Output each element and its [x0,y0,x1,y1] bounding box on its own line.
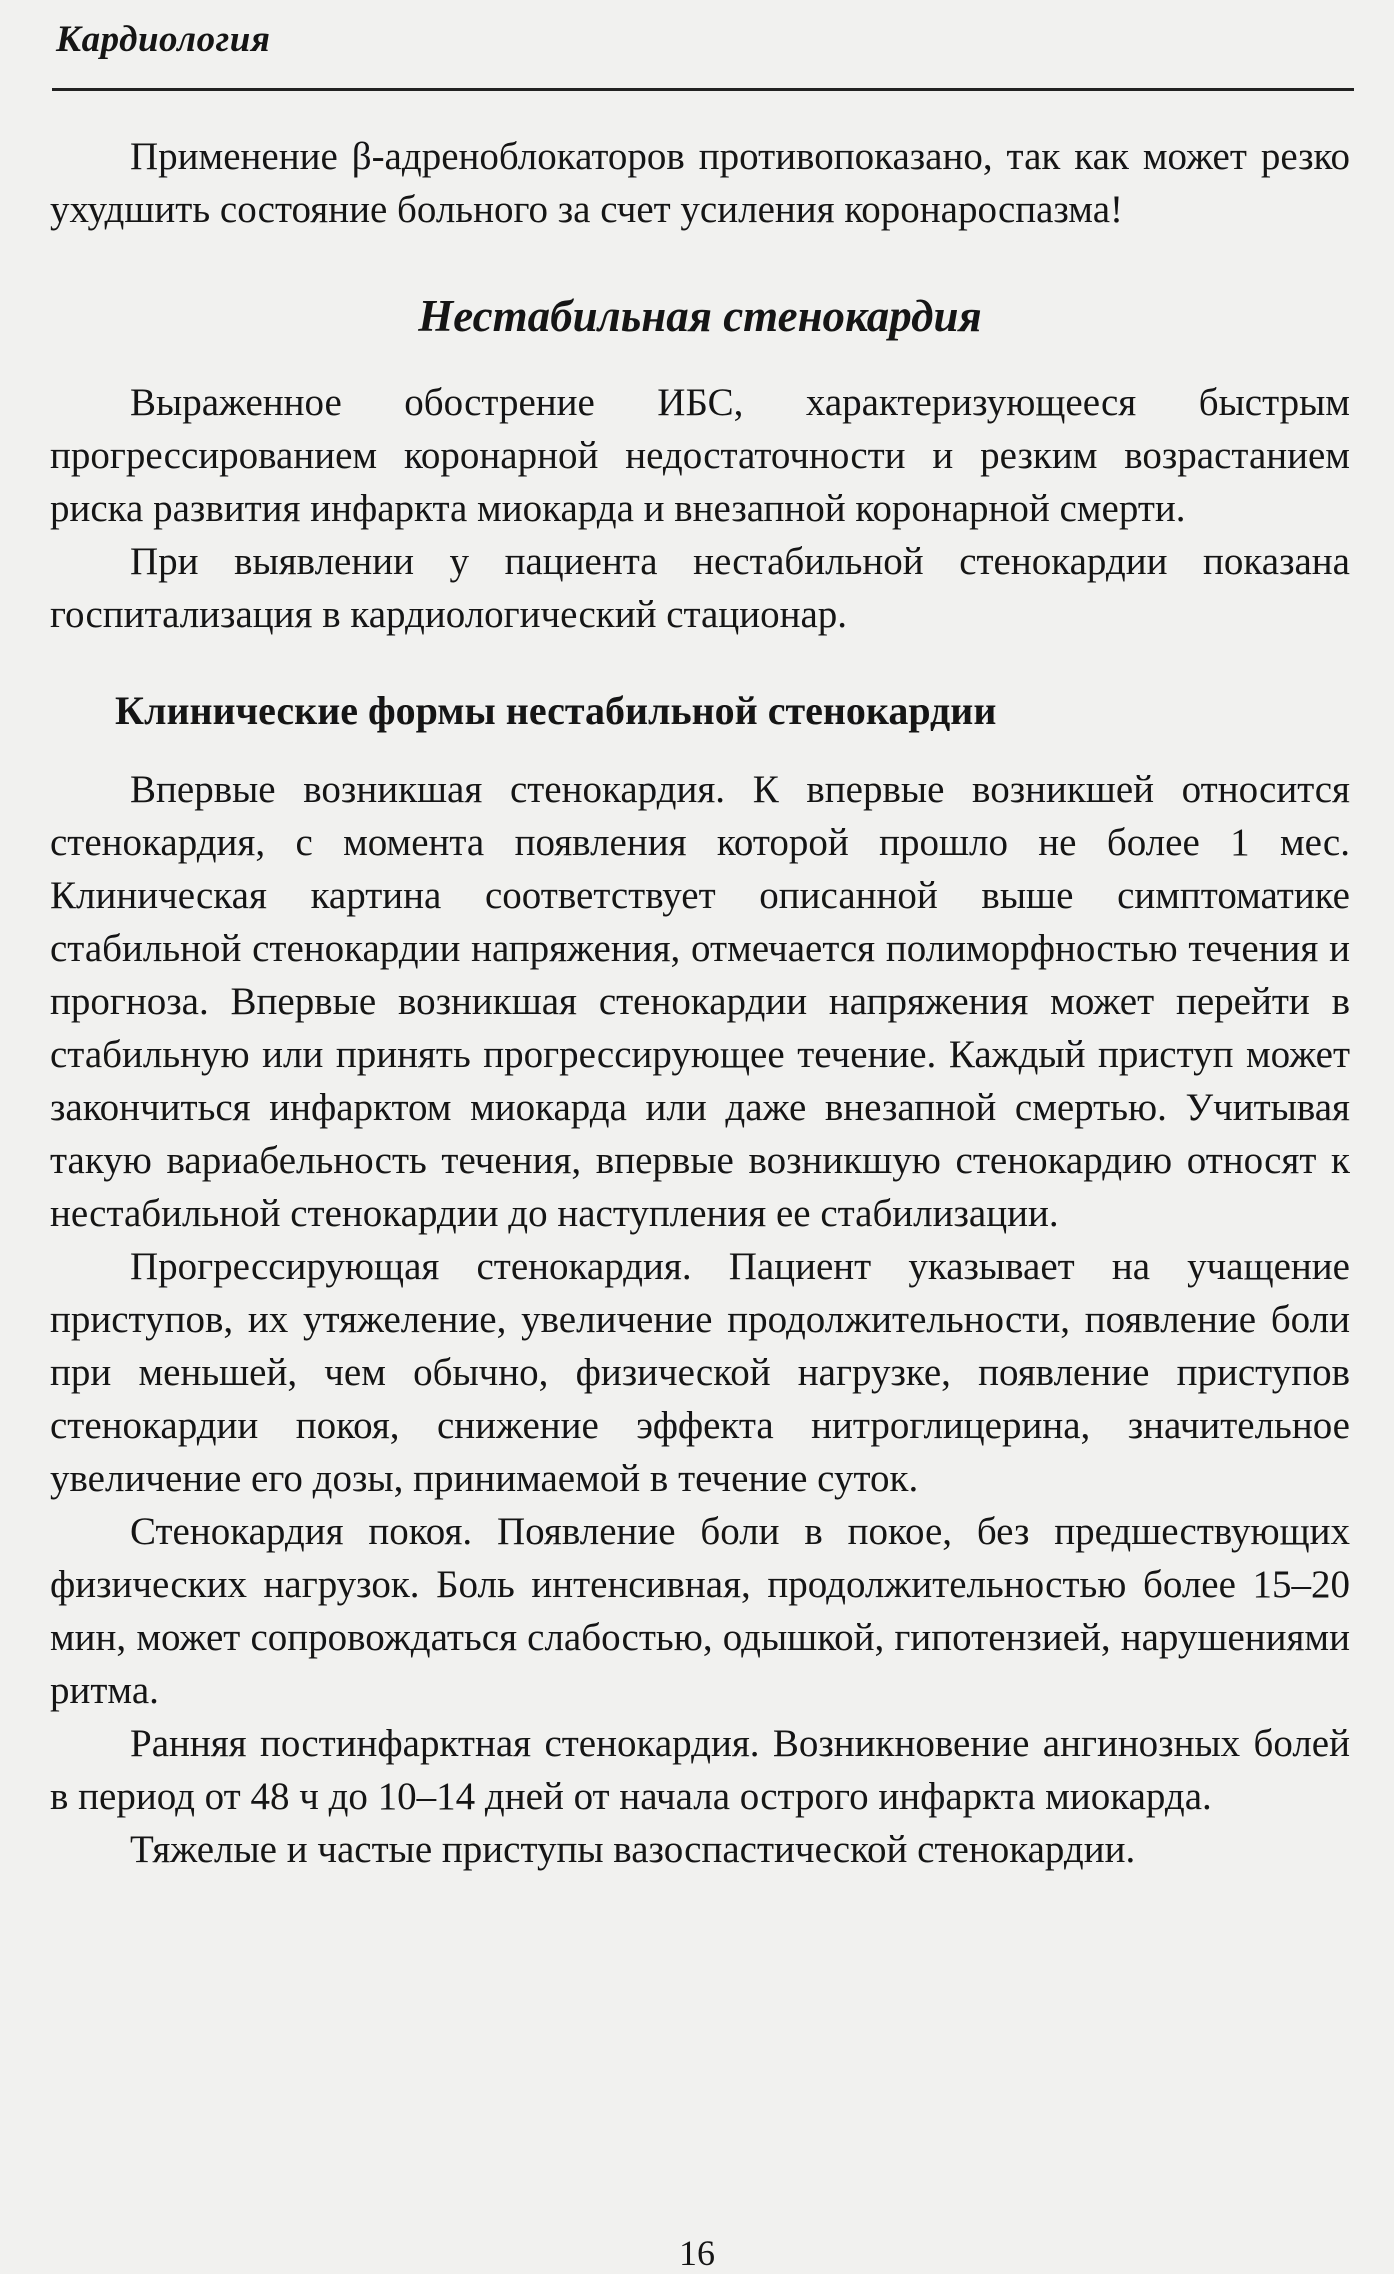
subsection-heading: Клинические формы нестабильной стенокардии [115,688,997,733]
page-body [50,130,1350,1876]
paragraph-hospitalization: При выявлении у пациента нестабильной стенокардии показана госпитализация в кардиологический стационар. [50,540,1350,636]
paragraph-definition: Выраженное обострение ИБС, характеризующееся быстрым прогрессированием коронарной недостаточности и резким возрастанием риска развития инфаркта миокарда и внезапной коронарной смерти. [50,381,1350,530]
running-head: Кардиология [56,19,271,60]
header-rule [52,88,1354,91]
paragraph-vasospastic: Тяжелые и частые приступы вазоспастической стенокардии. [130,1828,1136,1871]
paragraph-rest: Стенокардия покоя. Появление боли в покое, без предшествующих физических нагрузок. Боль интенсивная, продолжительностью более 15–20 мин, может сопровождаться слабостью, одышкой, гипотензией, нарушениями ритма. [50,1510,1350,1712]
paragraph-post-infarction: Ранняя постинфарктная стенокардия. Возникновение ангинозных болей в период от 48 ч до 10–14 дней от начала острого инфаркта миокарда. [50,1722,1350,1818]
paragraph-new-onset: Впервые возникшая стенокардия. К впервые возникшей относится стенокардия, с момента появления которой прошло не более 1 мес. Клиническая картина соответствует описанной выше симптоматике стабильной стенокардии напряжения, отмечается полиморфностью течения и прогноза. Впервые возникшая стенокардии напряжения может перейти в стабильную или принять прогрессирующее течение. Каждый приступ может закончиться инфарктом миокарда или даже внезапной смертью. Учитывая такую вариабельность течения, впервые возникшую стенокардию относят к нестабильной стенокардии до наступления ее стабилизации. [50,768,1350,1235]
paragraph-intro: Применение β-адреноблокаторов противопоказано, так как может резко ухудшить состояние больного за счет усиления коронароспазма! [50,135,1350,231]
section-heading: Нестабильная стенокардия [418,291,982,341]
paragraph-progressive: Прогрессирующая стенокардия. Пациент указывает на учащение приступов, их утяжеление, увеличение продолжительности, появление боли при меньшей, чем обычно, физической нагрузке, появление приступов стенокардии покоя, снижение эффекта нитроглицерина, значительное увеличение его дозы, принимаемой в течение суток. [50,1245,1350,1500]
page-number: 16 [679,2233,715,2273]
